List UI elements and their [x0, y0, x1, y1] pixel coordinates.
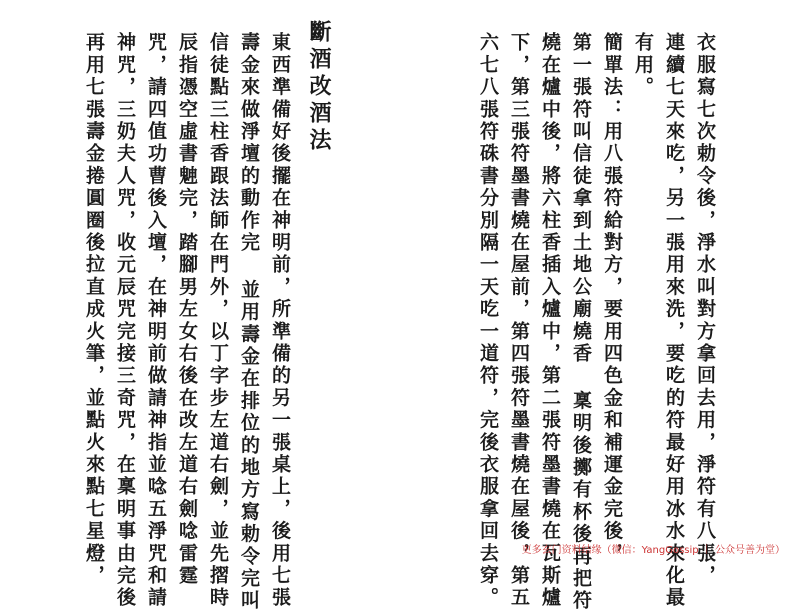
text-column-1: 衣服寫七次勅令後，淨水叫對方拿回去用，淨符有八張，: [694, 32, 716, 587]
left-page: [0, 0, 396, 612]
text-column-4: 簡單法：用八張符給對方，要用四色金和補運金完後，: [601, 32, 623, 565]
text-column-6: 燒在爐中後，將六柱香插入爐中，第二張符墨書燒在瓦斯爐: [539, 32, 561, 610]
text-column-8: 六七八張符硃書分別隔一天吃一道符，完後衣服拿回去穿。: [477, 32, 499, 610]
text-column-1: 東西準備好後擺在神明前，所準備的另一張桌上，後用七張: [269, 32, 291, 610]
text-column-6: 神咒，三奶夫人咒，收元辰咒完接三奇咒，在稟明事由完後: [114, 32, 136, 610]
text-column-3: 信徒點三柱香跟法師在門外，以丁字步左道右劍，並先摺時: [207, 32, 229, 610]
text-column-2: 連續七天來吃，另一張用來洗，要吃的符最好用冰水來化最: [663, 32, 685, 610]
text-column-4: 辰指憑空虛書䰠完，踏腳男左女右後在改左道右劍唸雷霆: [176, 32, 198, 587]
text-column-5: 咒，請四值功曹後入壇，在神明前做請神指並唸五淨咒和請: [145, 32, 167, 610]
text-column-7: 下，第三張符墨書燒在屋前，第四張符墨書燒在屋後，第五: [508, 32, 530, 610]
footer-note: 更多玄门资料结缘（微信：YangGossip ｜ 公众号善为堂）: [521, 545, 785, 556]
text-column-3: 有用。: [632, 32, 654, 99]
text-column-7: 再用七張壽金捲圓圈後拉直成火筆，並點火來點七星燈，: [83, 32, 105, 587]
section-heading: 斷酒改酒法: [306, 20, 332, 155]
text-column-5: 第一張符叫信徒拿到土地公廟燒香 稟明後擲有杯後再把符: [570, 32, 592, 612]
text-column-2: 壽金來做淨壇的動作完 並用壽金在排位的地方寫勅令完叫: [238, 32, 260, 612]
right-page: [397, 0, 793, 612]
